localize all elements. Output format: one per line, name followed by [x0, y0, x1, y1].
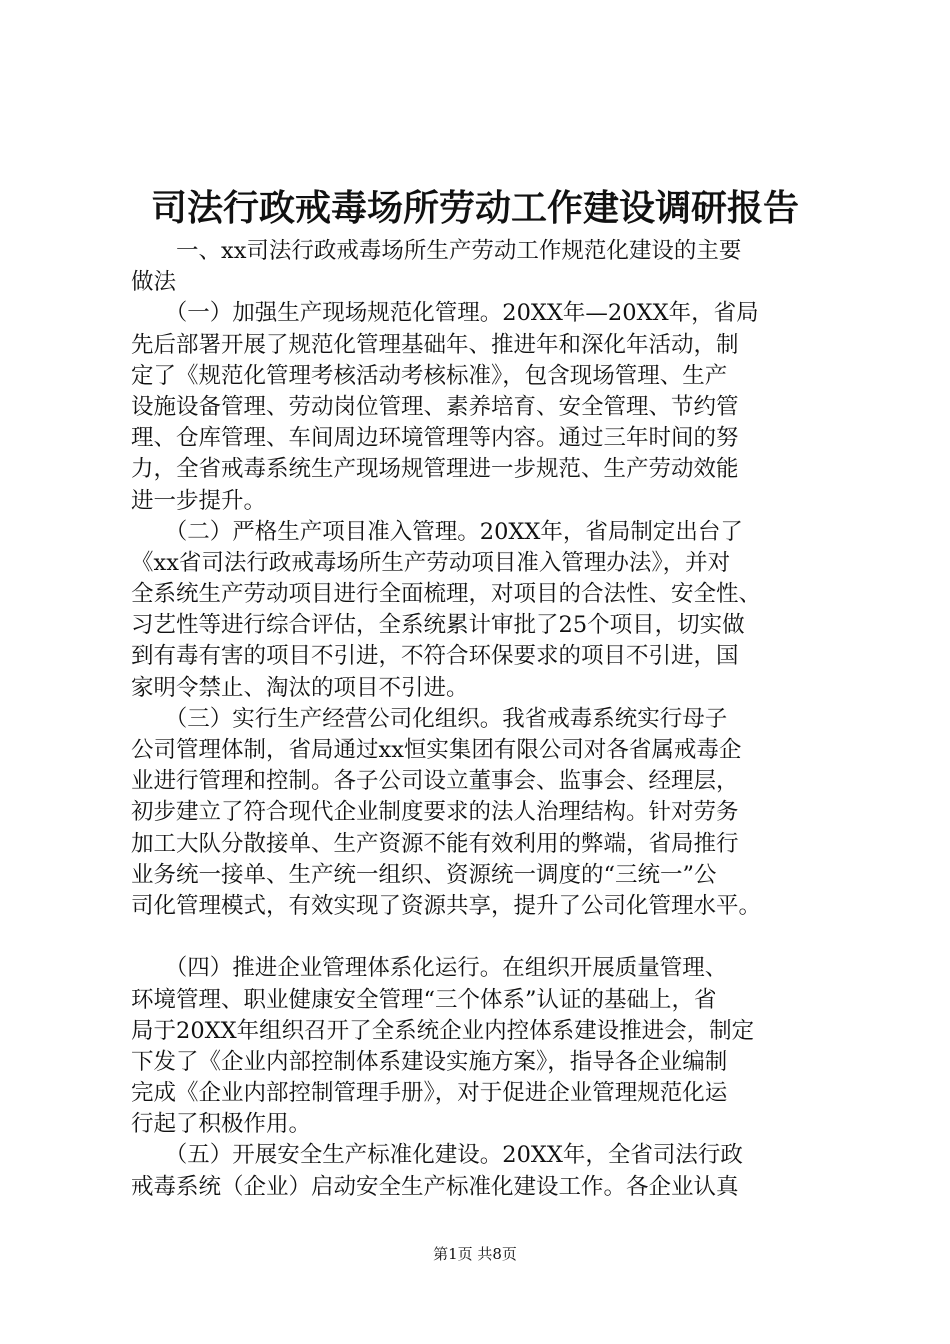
text-line: 《xx省司法行政戒毒场所生产劳动项目准入管理办法》，并对 [131, 549, 731, 576]
text-line: 进一步提升。 [131, 487, 267, 514]
text-line: （三）实行生产经营公司化组织。我省戒毒系统实行母子 [131, 705, 728, 732]
text-line: 先后部署开展了规范化管理基础年、推进年和深化年活动，制 [131, 331, 739, 358]
text-line: 初步建立了符合现代企业制度要求的法人治理结构。针对劳务 [131, 799, 739, 826]
text-line: （二）严格生产项目准入管理。20XX年，省局制定出台了 [131, 518, 743, 545]
text-line: 完成《企业内部控制管理手册》，对于促进企业管理规范化运 [131, 1080, 728, 1107]
page-footer: 第1页 共8页 [433, 1245, 517, 1263]
text-line: （一）加强生产现场规范化管理。20XX年—20XX年，省局 [131, 300, 759, 327]
text-line: 全系统生产劳动项目进行全面梳理，对项目的合法性、安全性、 [131, 581, 762, 608]
text-line: （五）开展安全生产标准化建设。20XX年，全省司法行政 [131, 1142, 743, 1169]
text-line: 理、仓库管理、车间周边环境管理等内容。通过三年时间的努 [131, 425, 739, 452]
text-line: 定了《规范化管理考核活动考核标准》，包含现场管理、生产 [131, 362, 728, 389]
text-line: 家明令禁止、淘汰的项目不引进。 [131, 674, 469, 701]
text-line: 戒毒系统（企业）启动安全生产标准化建设工作。各企业认真 [131, 1173, 739, 1200]
text-line: 力，全省戒毒系统生产现场规管理进一步规范、生产劳动效能 [131, 456, 739, 483]
text-line: 一、xx司法行政戒毒场所生产劳动工作规范化建设的主要 [131, 238, 742, 264]
text-line: 设施设备管理、劳动岗位管理、素养培育、安全管理、节约管 [131, 393, 739, 420]
text-line: 业务统一接单、生产统一组织、资源统一调度的“三统一”公 [131, 861, 717, 888]
text-line: 做法 [131, 269, 177, 296]
text-line: （四）推进企业管理体系化运行。在组织开展质量管理、 [131, 955, 728, 982]
text-line: 习艺性等进行综合评估，全系统累计审批了25个项目，切实做 [131, 612, 745, 639]
text-line: 局于20XX年组织召开了全系统企业内控体系建设推进会，制定 [131, 1017, 755, 1044]
text-line: 环境管理、职业健康安全管理“三个体系”认证的基础上，省 [131, 986, 717, 1013]
text-line: 业进行管理和控制。各子公司设立董事会、监事会、经理层， [131, 768, 739, 795]
text-line: 司化管理模式，有效实现了资源共享，提升了公司化管理水平。 [131, 892, 762, 919]
text-line: 下发了《企业内部控制体系建设实施方案》，指导各企业编制 [131, 1048, 728, 1075]
document-title: 司法行政戒毒场所劳动工作建设调研报告 [150, 187, 799, 229]
text-line: 到有毒有害的项目不引进，不符合环保要求的项目不引进，国 [131, 643, 739, 670]
blank-line [131, 922, 831, 953]
text-line: 公司管理体制，省局通过xx恒实集团有限公司对各省属戒毒企 [131, 737, 742, 763]
text-line: 加工大队分散接单、生产资源不能有效利用的弊端，省局推行 [131, 830, 739, 857]
text-line: 行起了积极作用。 [131, 1111, 312, 1138]
document-body [131, 236, 831, 1203]
